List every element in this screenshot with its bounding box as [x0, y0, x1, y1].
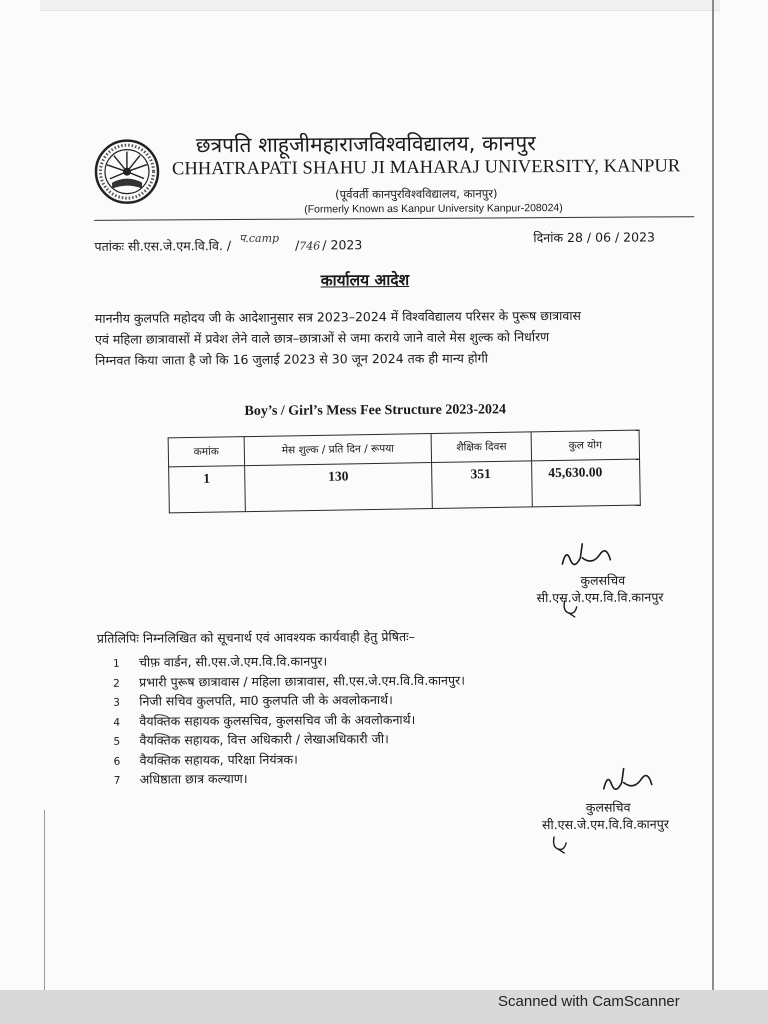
- list-item: [113, 691, 465, 713]
- list-item-number: 7: [113, 774, 121, 787]
- list-item-number: 4: [113, 716, 121, 729]
- reference-separator: /: [295, 237, 300, 253]
- order-body-line: निम्नवत किया जाता है जो कि 16 जुलाई 2023 से 30 जून 2024 तक ही मान्य होगी: [95, 350, 488, 368]
- university-name-english: CHHATRAPATI SHAHU JI MAHARAJ UNIVERSITY, KANPUR: [171, 156, 681, 180]
- scanner-watermark: Scanned with CamScanner: [498, 993, 680, 1010]
- list-item-text: वैयक्तिक सहायक, वित्त अधिकारी / लेखाअधिकारी जी।: [139, 731, 389, 748]
- formerly-known-hindi: (पूर्ववर्ती कानपुरविश्वविद्यालय, कानपुर): [335, 186, 498, 202]
- cell-serial: 1: [169, 466, 246, 513]
- list-item-text: प्रभारी पुरूष छात्रावास / महिला छात्रावास, सी.एस.जे.एम.वि.वि.कानपुर।: [139, 672, 465, 690]
- list-item-text: वैयक्तिक सहायक, परिक्षा नियंत्रक।: [139, 751, 298, 768]
- order-date: दिनांक 28 / 06 / 2023: [533, 229, 656, 246]
- office-order-title: कार्यालय आदेश: [320, 270, 410, 290]
- list-item-text: वैयक्तिक सहायक कुलसचिव, कुलसचिव जी के अवलोकनार्थ।: [139, 711, 416, 729]
- university-name-hindi: छत्रपति शाहूजीमहाराजविश्वविद्यालय, कानपुर: [195, 131, 536, 158]
- reference-number: [94, 231, 363, 255]
- cell-total: 45,630.00: [532, 459, 641, 507]
- list-item: [113, 730, 465, 752]
- column-header-academic-days: शैक्षिक दिवस: [431, 432, 531, 463]
- order-body: [95, 304, 691, 371]
- list-item-number: 2: [113, 677, 120, 690]
- column-header-serial: कमांक: [168, 437, 244, 467]
- list-item: [114, 749, 466, 771]
- initial-mark-icon: [550, 833, 570, 855]
- fee-table-title: Boy’s / Girl’s Mess Fee Structure 2023-2024: [244, 402, 507, 419]
- copy-to-heading: प्रतिलिपिः निम्नलिखित को सूचनार्थ एवं आवश्यक कार्यवाही हेतु प्रेषितः–: [96, 628, 415, 646]
- list-item-text: अधिष्ठाता छात्र कल्याण।: [139, 770, 248, 787]
- table-row: [169, 459, 641, 513]
- list-item-number: 5: [113, 735, 121, 748]
- university-seal-icon: [94, 138, 160, 204]
- reference-year: / 2023: [322, 237, 363, 253]
- list-item: [114, 769, 466, 791]
- list-item-number: 3: [113, 696, 120, 709]
- registrar-signature-icon: [556, 540, 616, 572]
- cell-fee-per-day: 130: [244, 463, 432, 512]
- order-body-line: एवं महिला छात्रावासों में प्रवेश लेने वाले छात्र–छात्राओं से जमा कराये जाने वाले मेस शुल्क को निर्धारण: [94, 329, 550, 347]
- list-item: [113, 671, 465, 693]
- order-body-line: माननीय कुलपति महोदय जी के आदेशानुसार सत्र 2023–2024 में विश्वविद्यालय परिसर के पुरूष छात्रावास: [94, 307, 582, 326]
- list-item-text: निजी सचिव कुलपति, मा0 कुलपति जी के अवलोकनार्थ।: [139, 692, 393, 709]
- list-item-text: चीफ़ वार्डन, सी.एस.जे.एम.वि.वि.कानपुर।: [138, 653, 328, 670]
- signatory-title: कुलसचिव: [585, 799, 631, 815]
- signatory-office: सी.एस.जे.एम.वि.वि.कानपुर: [541, 816, 669, 833]
- formerly-known-english: (Formerly Known as Kanpur University Kanpur-208024): [304, 202, 563, 216]
- list-item: [113, 652, 465, 674]
- header-divider: [94, 216, 694, 221]
- signatory-title: कुलसचिव: [580, 572, 626, 588]
- initial-mark-icon: [561, 597, 581, 619]
- list-item-number: 1: [112, 657, 120, 670]
- copy-to-list: [113, 652, 466, 791]
- reference-handwritten-code: प.camp: [239, 231, 280, 245]
- reference-prefix: पतांकः सी.एस.जे.एम.वि.वि. /: [94, 238, 232, 254]
- column-header-fee-per-day: मेस शुल्क / प्रति दिन / रूपया: [244, 434, 432, 466]
- list-item: [113, 710, 465, 732]
- list-item-number: 6: [113, 755, 121, 768]
- column-header-total: कुल योग: [531, 430, 639, 461]
- cell-academic-days: 351: [432, 461, 533, 509]
- reference-handwritten-number: 746: [299, 239, 321, 253]
- signatory-office: सी.एस.जे.एम.वि.वि.कानपुर: [536, 589, 664, 606]
- mess-fee-table: [168, 430, 641, 514]
- registrar-signature-icon: [598, 764, 658, 796]
